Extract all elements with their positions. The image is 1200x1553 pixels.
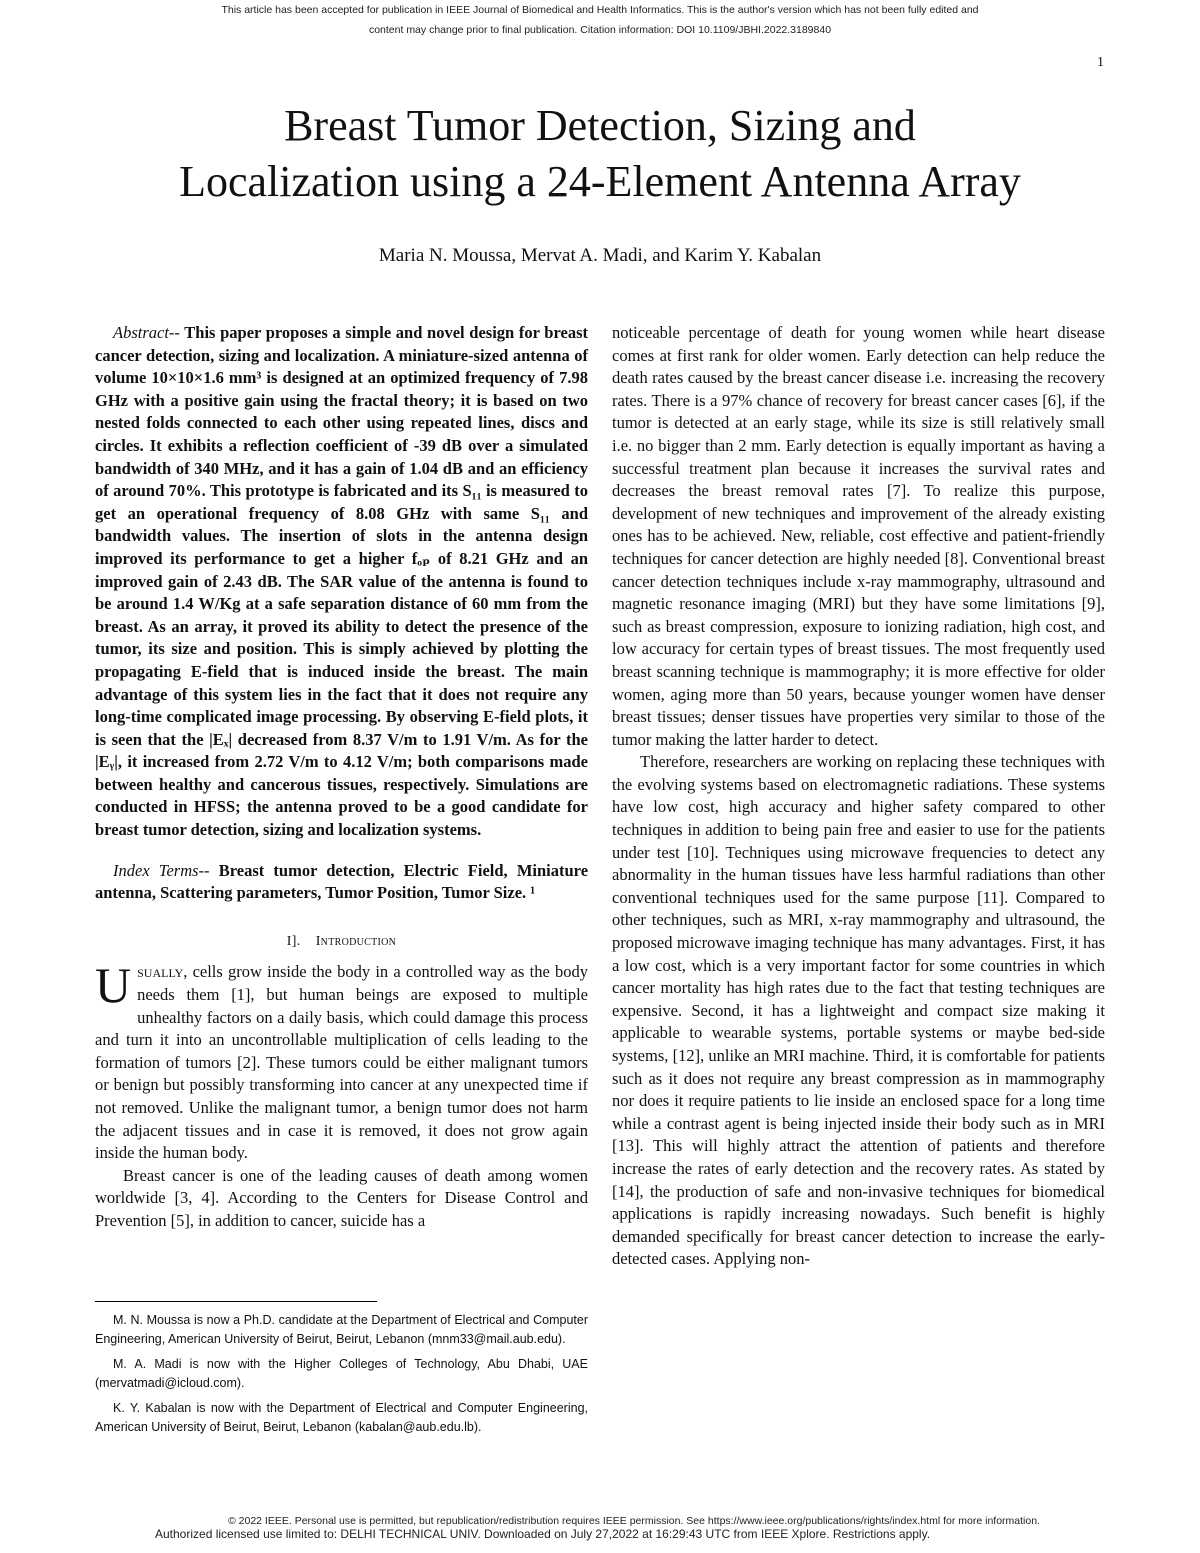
right-column — [612, 322, 1105, 1271]
publication-banner — [100, 0, 1100, 40]
page-number: 1 — [1097, 55, 1104, 70]
footnote-author-3: K. Y. Kabalan is now with the Department of Electrical and Computer Engineering, American University of Beirut, Beirut, Lebanon (kabalan@aub.edu.lb). — [95, 1401, 588, 1434]
title-line-1: Breast Tumor Detection, Sizing and — [284, 101, 916, 150]
abstract — [95, 322, 588, 842]
section-heading-introduction — [95, 931, 588, 954]
section-title: Introduction — [315, 933, 397, 949]
intro-first-word: sually — [137, 962, 184, 982]
index-terms-label: Index Terms-- — [113, 860, 210, 880]
author-footnotes — [95, 1311, 588, 1443]
abstract-text: This paper proposes a simple and novel design for breast cancer detection, sizing and localization. A miniature-sized antenna of volume 10×10×1.6 mm³ is designed at an optimized frequency of 7.98 GHz with a positive gain using the fractal theory; it is based on two nested folds connected to each other using repeated lines, discs and circles. It exhibits a reflection coefficient of -39 dB over a simulated bandwidth of 340 MHz, and it has a gain of 1.04 dB and an efficiency of around 70%. This prototype is fabricated and its S₁₁ is measured to get an operational frequency of 8.08 GHz with same S₁₁ and bandwidth values. The insertion of slots in the antenna design improved its performance to get a higher fₒₚ of 8.21 GHz and an improved gain of 2.43 dB. The SAR value of the antenna is found to be around 1.4 W/Kg at a safe separation distance of 60 mm from the breast. As an array, it proved its ability to detect the presence of the tumor, its size and position. This is simply achieved by plotting the propagating E-field that is induced inside the breast. The main advantage of this system lies in the fact that it does not require any long-time complicated image processing. By observing E-field plots, it is seen that the |Eₓ| decreased from 8.37 V/m to 1.91 V/m. As for the |Eᵧ|, it increased from 2.72 V/m to 4.12 V/m; both comparisons made between healthy and cancerous tissues, respectively. Simulations are conducted in HFSS; the antenna proved to be a good candidate for breast tumor detection, sizing and localization systems. — [95, 323, 588, 840]
drop-cap: U — [95, 957, 132, 1014]
banner-line-1: This article has been accepted for publication in IEEE Journal of Biomedical and Health Informatics. This is the author's version which has not been fully edited and — [221, 4, 979, 16]
download-notice: Authorized licensed use limited to: DELHI TECHNICAL UNIV. Downloaded on July 27,2022 at 16:29:43 UTC from IEEE Xplore. Restrictions apply. — [155, 1527, 931, 1541]
body-paragraph-therefore: Therefore, researchers are working on replacing these techniques with the evolving systems based on electromagnetic radiations. These systems have low cost, high accuracy and higher safety compared to other techniques in addition to being pain free and easier to use for the patients under test [10]. Techniques using microwave frequencies to detect any abnormality in the human tissues have less harmful radiations than other conventional techniques used for the same purpose [11]. Compared to other techniques, such as MRI, x-ray mammography and ultrasound, the proposed microwave imaging technique has many advantages. First, it has a low cost, which is a very important factor for some countries in which cancer mortality has high rates due to the fact that testing techniques are expensive. Second, it has a lightweight and compact size making it applicable to wearable systems, portable systems or maybe bed-side systems, [12], unlike an MRI machine. Third, it is comfortable for patients such as it does not require any breast compression as in mammography nor does it require patients to lie inside an enclosed space for a long time while a contrast agent is being injected inside their body such as in MRI [13]. This will highly attract the attention of patients and therefore increase the rates of early detection and the recovery rates. As stated by [14], the production of safe and non-invasive techniques for biomedical applications is rapidly increasing nowadays. Such benefit is highly demanded specifically for breast cancer detection to increase the early-detected cases. Applying non- — [612, 752, 1105, 1269]
abstract-label: Abstract-- — [113, 323, 180, 342]
section-number: I]. — [286, 933, 301, 949]
banner-line-2: content may change prior to final publication. Citation information: DOI 10.1109/JBHI.2022.3189840 — [368, 24, 832, 36]
index-terms-text: Breast tumor detection, Electric Field, Miniature antenna, Scattering parameters, Tumor Position, Tumor Size. ¹ — [95, 860, 589, 903]
body-paragraph-continued: noticeable percentage of death for young women while heart disease comes at first rank for older women. Early detection can help reduce the death rates caused by the breast cancer disease i.e. increasing the recovery rates. There is a 97% chance of recovery for breast cancer cases [6], if the tumor is detected at an early stage, while its size is still relatively small i.e. no bigger than 2 mm. Early detection is equally important as having a successful treatment plan because it increases the survival rates and decreases the breast removal rates [7]. To realize this purpose, development of new techniques and improvement of the already existing ones has to be achieved. New, reliable, cost effective and patient-friendly techniques for cancer detection are highly needed [8]. Conventional breast cancer detection techniques include x-ray mammography, ultrasound and magnetic resonance imaging (MRI) but they have some limitations [9], such as breast compression, exposure to ionizing radiation, high cost, and low accuracy for certain types of breast tissues. The most frequently used breast scanning technique is mammography; it is more effective for older women, aging more than 50 years, because younger women have denser breast tissues; denser tissues have properties very similar to those of the tumor making the latter harder to detect. — [612, 323, 1105, 749]
index-terms — [95, 860, 588, 905]
footnote-divider — [95, 1301, 377, 1302]
title-line-2: Localization using a 24-Element Antenna Array — [179, 157, 1021, 206]
copyright-notice: © 2022 IEEE. Personal use is permitted, but republication/redistribution requires IEEE permission. See https://www.ieee.org/publications/rights/index.html for more information. — [228, 1515, 1040, 1527]
author-list: Maria N. Moussa, Mervat A. Madi, and Karim Y. Kabalan — [378, 245, 822, 266]
left-column — [95, 322, 588, 1233]
intro-paragraph-2: Breast cancer is one of the leading causes of death among women worldwide [3, 4]. According to the Centers for Disease Control and Prevention [5], in addition to cancer, suicide has a — [95, 1165, 588, 1230]
footnote-author-1: M. N. Moussa is now a Ph.D. candidate at the Department of Electrical and Computer Engineering, American University of Beirut, Beirut, Lebanon (mnm33@mail.aub.edu). — [95, 1313, 588, 1346]
paper-title — [100, 98, 1100, 210]
intro-paragraph-1-text: , cells grow inside the body in a controlled way as the body needs them [1], but human beings are exposed to multiple unhealthy factors on a daily basis, which could damage this process and turn it into an uncontrollable multiplication of cells leading to the formation of tumors [2]. These tumors could be either malignant tumors or benign but possibly transforming into cancer at any unexpected time if not removed. Unlike the malignant tumor, a benign tumor does not harm the adjacent tissues and in case it is removed, it does not grow again inside the human body. — [95, 962, 588, 1163]
footnote-author-2: M. A. Madi is now with the Higher Colleges of Technology, Abu Dhabi, UAE (mervatmadi@icloud.com). — [95, 1357, 588, 1390]
intro-paragraph-1 — [95, 957, 588, 1164]
